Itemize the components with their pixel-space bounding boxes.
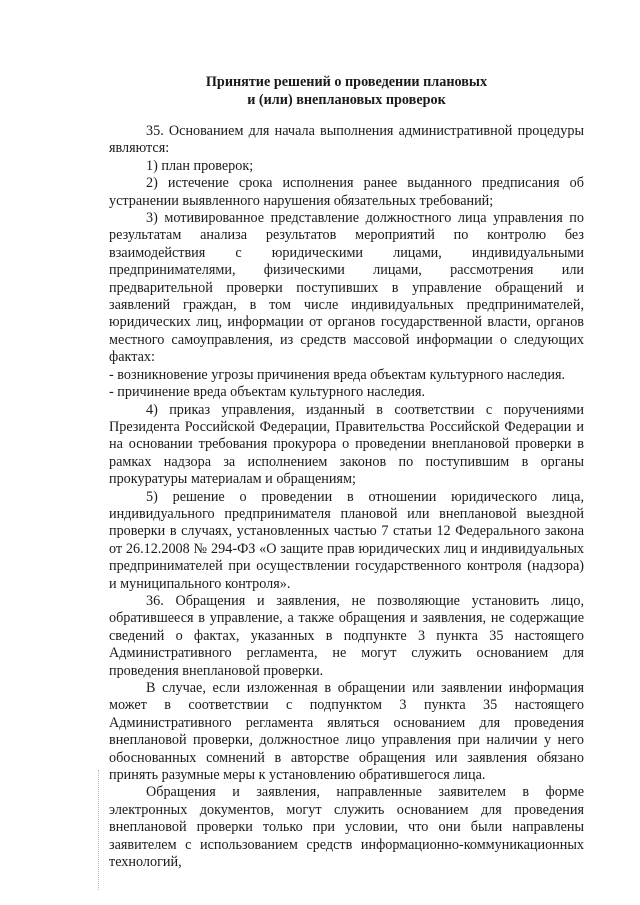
scan-margin-mark: [98, 770, 99, 890]
document-body: [109, 123, 584, 871]
paragraph-35-item-3-dash-1: - возникновение угрозы причинения вреда объектам культурного наследия.: [109, 366, 566, 383]
paragraph-35-item-3-dash-2: - причинение вреда объектам культурного наследия.: [109, 384, 426, 401]
section-title: [109, 74, 584, 109]
paragraph-35-item-1: 1) план проверок;: [146, 157, 254, 174]
paragraph-36-continued: В случае, если изложенная в обращении или заявлении информация может в соответствии с подпунктом 3 пункта 35 настоящего Административного регламента являться основанием для проведения внеплановой проверки, должностное лицо управления при наличии у него обоснованных сомнений в авторстве обращения или заявления обязано принять разумные меры к установлению обратившегося лица.: [109, 680, 584, 784]
paragraph-35-item-4: 4) приказ управления, изданный в соответствии с поручениями Президента Российской Федерации, Правительства Российской Федерации и на основании требования прокурора о проведении внеплановой проверки в рамках надзора за исполнением законов по поступившим в органы прокуратуры материалам и обращениям;: [109, 401, 584, 488]
paragraph-35-item-3: 3) мотивированное представление должностного лица управления по результатам анализа результатов мероприятий по контролю без взаимодействия с юридическими лицами, индивидуальными предпринимателями, физическими лицами, рассмотрения или предварительной проверки поступивших в управление обращений и заявлений граждан, в том числе индивидуальных предпринимателей, юридических лиц, информации от органов государственной власти, органов местного самоуправления, из средств массовой информации о следующих фактах:: [109, 210, 584, 366]
paragraph-electronic-documents: Обращения и заявления, направленные заявителем в форме электронных документов, могут служить основанием для проведения внеплановой проверки только при условии, что они были направлены заявителем с использованием средств информационно-коммуникационных технологий,: [109, 784, 584, 871]
paragraph-35: 35. Основанием для начала выполнения административной процедуры являются:: [109, 123, 584, 157]
paragraph-36: 36. Обращения и заявления, не позволяющие установить лицо, обратившееся в управление, а также обращения и заявления, не содержащие сведений о фактах, указанных в подпункте 3 пункта 35 настоящего Административного регламента, не могут служить основанием для проведения внеплановой проверки.: [109, 592, 584, 679]
section-title-line-1: Принятие решений о проведении плановых: [205, 74, 488, 90]
paragraph-35-item-5: 5) решение о проведении в отношении юридического лица, индивидуального предпринимателя плановой или внеплановой выездной проверки в случаях, установленных частью 7 статьи 12 Федерального закона от 26.12.2008 № 294-ФЗ «О защите прав юридических лиц и индивидуальных предпринимателей при осуществлении государственного контроля (надзора) и муниципального контроля».: [109, 488, 584, 592]
section-title-line-2: и (или) внеплановых проверок: [247, 91, 446, 108]
paragraph-35-item-2: 2) истечение срока исполнения ранее выданного предписания об устранении выявленного нарушения обязательных требований;: [109, 175, 584, 209]
